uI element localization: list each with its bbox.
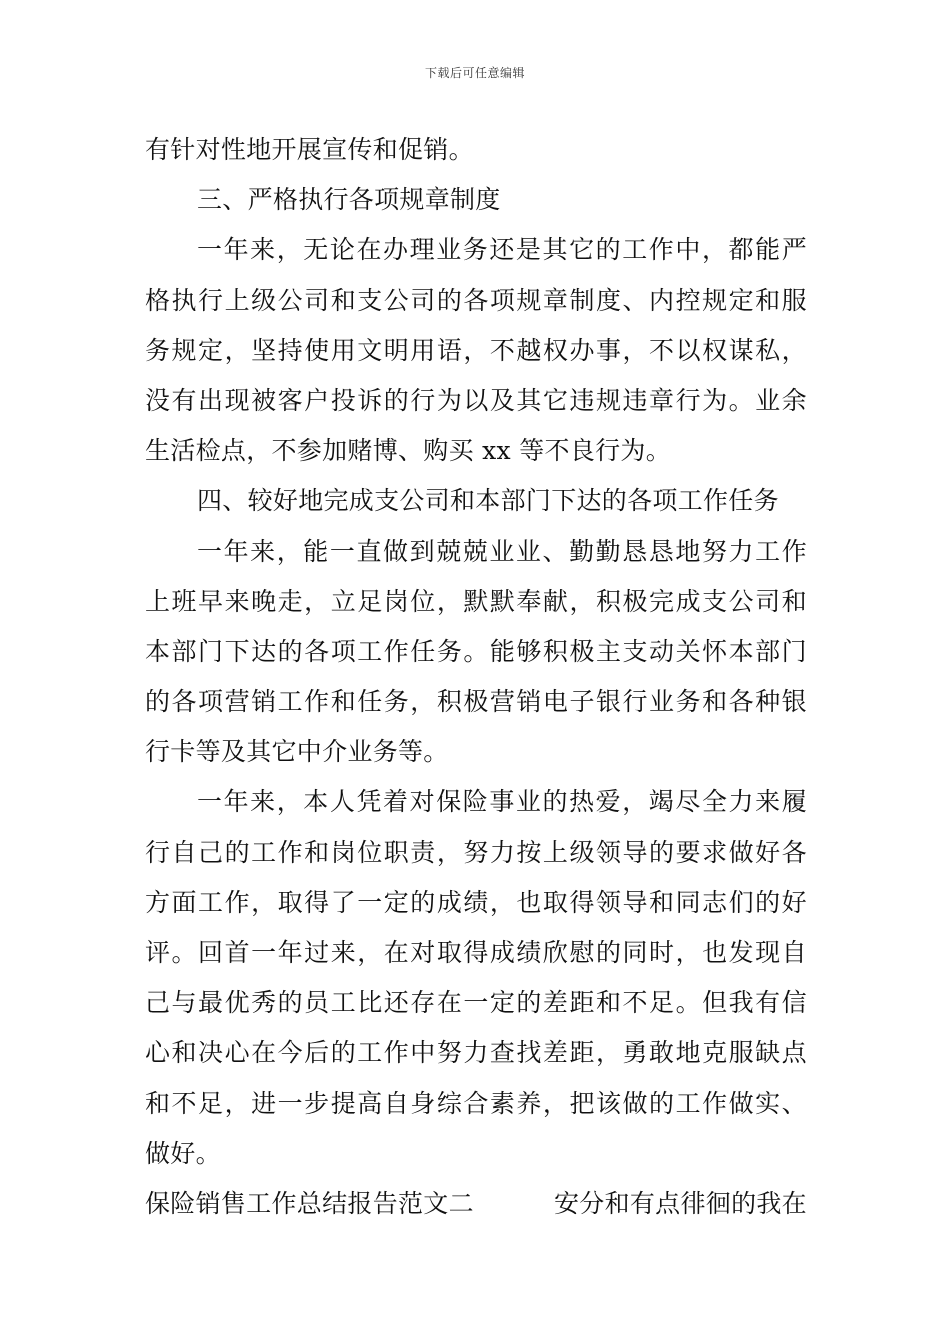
paragraph-line: 有针对性地开展宣传和促销。 (145, 135, 474, 164)
paragraph-line: 和不足，进一步提高自身综合素养，把该做的工作做实、 (145, 1088, 807, 1118)
paragraph-line: 评。回首一年过来，在对取得成绩欣慰的同时，也发现自 (145, 938, 807, 967)
section-heading-3: 三、严格执行各项规章制度 (197, 185, 501, 215)
section-heading-4: 四、较好地完成支公司和本部门下达的各项工作任务 (197, 486, 779, 516)
final-line (145, 1179, 807, 1229)
paragraph-line: 方面工作，取得了一定的成绩，也取得领导和同志们的好 (145, 887, 807, 917)
paragraph-line: 没有出现被客户投诉的行为以及其它违规违章行为。业余 (145, 385, 807, 415)
paragraph-line: 本部门下达的各项工作任务。能够积极主支动关怀本部门 (145, 636, 807, 666)
document-title-2: 保险销售工作总结报告范文二 (145, 1188, 474, 1218)
paragraph-line: 心和决心在今后的工作中努力查找差距，勇敢地克服缺点 (145, 1038, 807, 1068)
paragraph-line: 上班早来晚走，立足岗位，默默奉献，积极完成支公司和 (145, 586, 807, 616)
paragraph-line: 一年来，能一直做到兢兢业业、勤勤恳恳地努力工作 (197, 536, 807, 566)
paragraph-line: 务规定，坚持使用文明用语，不越权办事，不以权谋私， (145, 335, 807, 365)
document-body (145, 125, 807, 1229)
paragraph-line: 一年来，无论在办理业务还是其它的工作中，都能严 (197, 235, 807, 265)
paragraph-line: 行自己的工作和岗位职责，努力按上级领导的要求做好各 (145, 837, 807, 867)
paragraph-line: 格执行上级公司和支公司的各项规章制度、内控规定和服 (145, 285, 807, 315)
paragraph-line: 安分和有点徘徊的我在 (553, 1188, 807, 1218)
paragraph-line: 的各项营销工作和任务，积极营销电子银行业务和各种银 (145, 687, 807, 717)
paragraph-line: 行卡等及其它中介业务等。 (145, 737, 449, 767)
paragraph-line: 一年来，本人凭着对保险事业的热爱，竭尽全力来履 (197, 787, 807, 817)
paragraph-line: 生活检点，不参加赌博、购买 xx 等不良行为。 (145, 436, 671, 466)
paragraph-line: 己与最优秀的员工比还存在一定的差距和不足。但我有信 (145, 988, 807, 1018)
page-header: 下载后可任意编辑 (424, 66, 525, 80)
paragraph-line: 做好。 (145, 1138, 221, 1168)
